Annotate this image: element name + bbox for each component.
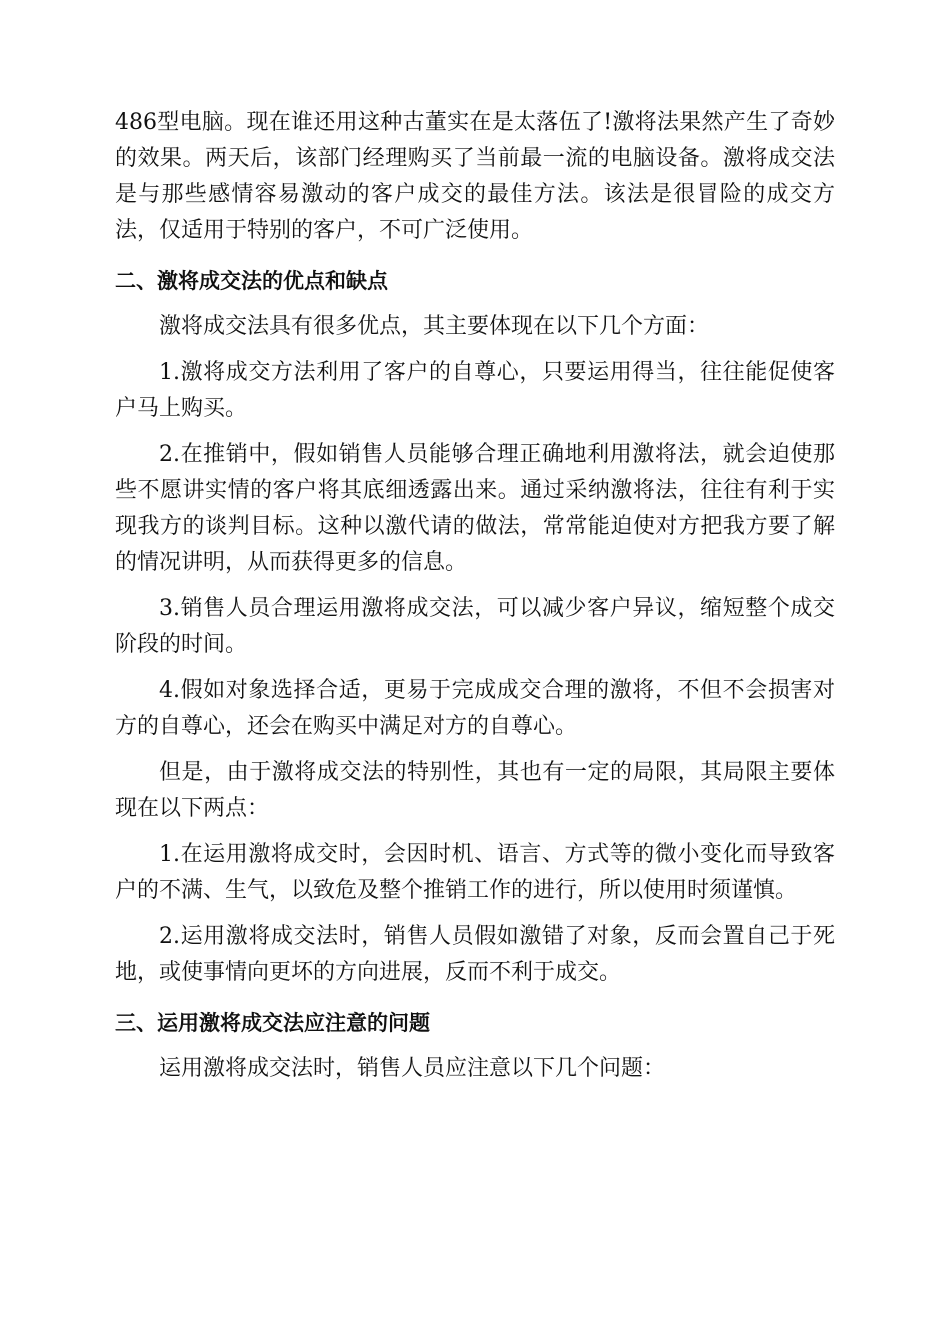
advantage-item: 1.激将成交方法利用了客户的自尊心，只要运用得当，往往能促使客户马上购买。 <box>115 360 835 421</box>
advantage-item: 4.假如对象选择合适，更易于完成成交合理的激将，不但不会损害对方的自尊心，还会在购买中满足对方的自尊心。 <box>115 678 835 739</box>
advantage-item: 2.在推销中，假如销售人员能够合理正确地利用激将法，就会迫使那些不愿讲实情的客户将其底细透露出来。通过采纳激将法，往往有利于实现我方的谈判目标。这种以激代请的做法，常常能迫使对方把我方要了解的情况讲明，从而获得更多的信息。 <box>115 442 835 575</box>
advantage-item: 3.销售人员合理运用激将成交法，可以减少客户异议，缩短整个成交阶段的时间。 <box>115 596 835 657</box>
section-heading-precautions: 三、运用激将成交法应注意的问题 <box>115 1011 430 1035</box>
limits-intro: 但是，由于激将成交法的特别性，其也有一定的局限，其局限主要体现在以下两点： <box>115 760 835 821</box>
limit-item: 1.在运用激将成交时，会因时机、语言、方式等的微小变化而导致客户的不满、生气，以致危及整个推销工作的进行，所以使用时须谨慎。 <box>115 842 835 903</box>
limit-item: 2.运用激将成交法时，销售人员假如激错了对象，反而会置自己于死地，或使事情向更坏的方向进展，反而不利于成交。 <box>115 924 835 985</box>
advantages-intro: 激将成交法具有很多优点，其主要体现在以下几个方面： <box>159 314 710 339</box>
precautions-intro: 运用激将成交法时，销售人员应注意以下几个问题： <box>159 1056 666 1081</box>
intro-paragraph: 486型电脑。现在谁还用这种古董实在是太落伍了!激将法果然产生了奇妙的效果。两天后，该部门经理购买了当前最一流的电脑设备。激将成交法是与那些感情容易激动的客户成交的最佳方法。该法是很冒险的成交方法，仅适用于特别的客户，不可广泛使用。 <box>115 110 835 243</box>
section-heading-advantages-disadvantages: 二、激将成交法的优点和缺点 <box>115 269 388 293</box>
document-page <box>115 105 835 1087</box>
